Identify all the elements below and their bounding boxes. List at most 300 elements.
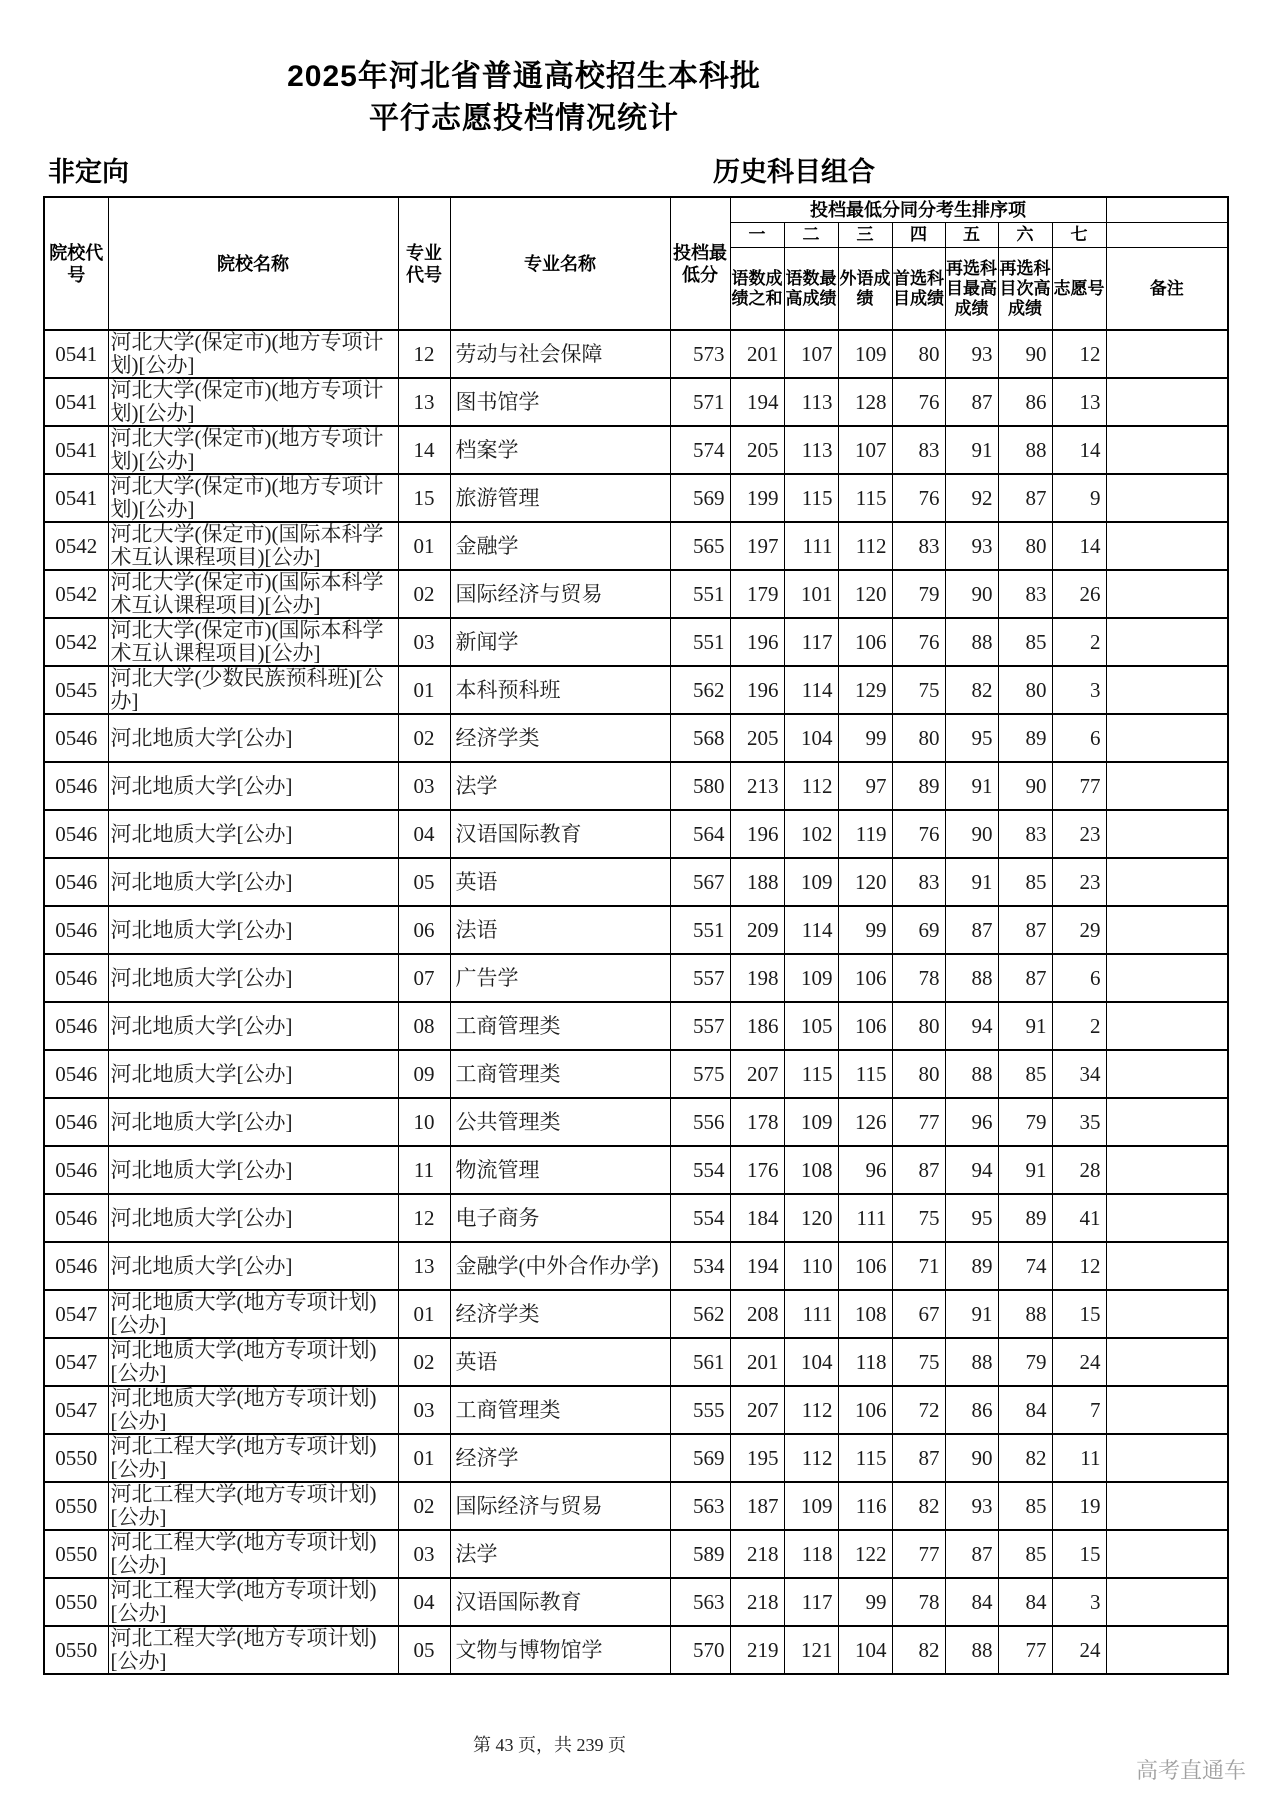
subtitle-subject-combination: 历史科目组合 [713,157,875,187]
min-score-cell: 562 [670,666,730,714]
tiebreak-6-cell: 85 [998,1530,1052,1578]
tiebreak-7-cell: 12 [1052,1242,1106,1290]
major-code-cell: 01 [398,522,450,570]
header-label-chinese-math-max: 语数最高成绩 [784,248,838,331]
major-name-cell: 英语 [450,858,670,906]
college-name-cell: 河北工程大学(地方专项计划)[公办] [108,1482,398,1530]
header-tiebreak-5: 五 [945,223,998,248]
major-code-cell: 10 [398,1098,450,1146]
table-row [44,954,1228,1002]
tiebreak-5-cell: 93 [945,1482,998,1530]
tiebreak-3-cell: 96 [838,1146,892,1194]
college-name-cell: 河北大学(保定市)(国际本科学术互认课程项目)[公办] [108,618,398,666]
tiebreak-5-cell: 90 [945,1434,998,1482]
major-name-cell: 汉语国际教育 [450,810,670,858]
tiebreak-7-cell: 34 [1052,1050,1106,1098]
tiebreak-4-cell: 80 [892,1050,945,1098]
table-row [44,1482,1228,1530]
header-tiebreak-6: 六 [998,223,1052,248]
header-label-reselect-second: 再选科目次高成绩 [998,248,1052,331]
header-tiebreak-1: 一 [730,223,784,248]
college-name-cell: 河北地质大学[公办] [108,810,398,858]
tiebreak-1-cell: 186 [730,1002,784,1050]
tiebreak-3-cell: 99 [838,1578,892,1626]
tiebreak-1-cell: 184 [730,1194,784,1242]
college-name-cell: 河北大学(保定市)(地方专项计划)[公办] [108,426,398,474]
tiebreak-4-cell: 71 [892,1242,945,1290]
table-row [44,1050,1228,1098]
major-code-cell: 12 [398,1194,450,1242]
college-code-cell: 0550 [44,1482,108,1530]
min-score-cell: 551 [670,618,730,666]
tiebreak-1-cell: 188 [730,858,784,906]
remark-cell [1106,1626,1228,1674]
major-code-cell: 03 [398,1386,450,1434]
tiebreak-5-cell: 90 [945,810,998,858]
min-score-cell: 568 [670,714,730,762]
major-code-cell: 02 [398,714,450,762]
tiebreak-5-cell: 94 [945,1002,998,1050]
remark-cell [1106,666,1228,714]
tiebreak-6-cell: 87 [998,906,1052,954]
major-name-cell: 公共管理类 [450,1098,670,1146]
doc-title [0,56,1048,140]
major-code-cell: 02 [398,1338,450,1386]
remark-cell [1106,1530,1228,1578]
college-code-cell: 0550 [44,1434,108,1482]
tiebreak-4-cell: 76 [892,474,945,522]
tiebreak-5-cell: 87 [945,1530,998,1578]
college-name-cell: 河北地质大学[公办] [108,906,398,954]
major-name-cell: 旅游管理 [450,474,670,522]
tiebreak-5-cell: 91 [945,426,998,474]
remark-cell [1106,1050,1228,1098]
tiebreak-1-cell: 176 [730,1146,784,1194]
tiebreak-3-cell: 126 [838,1098,892,1146]
college-code-cell: 0546 [44,1242,108,1290]
doc-title-line1: 2025年河北省普通高校招生本科批 [287,60,761,93]
college-name-cell: 河北地质大学[公办] [108,1050,398,1098]
tiebreak-4-cell: 83 [892,426,945,474]
tiebreak-7-cell: 14 [1052,522,1106,570]
tiebreak-2-cell: 112 [784,762,838,810]
tiebreak-7-cell: 23 [1052,858,1106,906]
tiebreak-1-cell: 197 [730,522,784,570]
tiebreak-6-cell: 85 [998,1050,1052,1098]
table-row [44,1146,1228,1194]
college-name-cell: 河北地质大学[公办] [108,762,398,810]
college-code-cell: 0542 [44,570,108,618]
college-name-cell: 河北地质大学[公办] [108,954,398,1002]
tiebreak-4-cell: 89 [892,762,945,810]
tiebreak-1-cell: 218 [730,1530,784,1578]
min-score-cell: 555 [670,1386,730,1434]
tiebreak-2-cell: 114 [784,666,838,714]
tiebreak-2-cell: 102 [784,810,838,858]
remark-cell [1106,1146,1228,1194]
tiebreak-2-cell: 117 [784,1578,838,1626]
table-row [44,762,1228,810]
tiebreak-3-cell: 106 [838,954,892,1002]
tiebreak-5-cell: 93 [945,330,998,378]
min-score-cell: 571 [670,378,730,426]
major-code-cell: 13 [398,378,450,426]
tiebreak-2-cell: 110 [784,1242,838,1290]
tiebreak-5-cell: 95 [945,1194,998,1242]
header-tiebreak-7: 七 [1052,223,1106,248]
tiebreak-7-cell: 41 [1052,1194,1106,1242]
header-tiebreak-4: 四 [892,223,945,248]
tiebreak-3-cell: 122 [838,1530,892,1578]
tiebreak-6-cell: 85 [998,1482,1052,1530]
tiebreak-7-cell: 2 [1052,618,1106,666]
tiebreak-3-cell: 108 [838,1290,892,1338]
tiebreak-2-cell: 109 [784,1098,838,1146]
table-row [44,426,1228,474]
header-remark: 备注 [1106,248,1228,331]
tiebreak-2-cell: 104 [784,714,838,762]
major-name-cell: 工商管理类 [450,1386,670,1434]
tiebreak-5-cell: 95 [945,714,998,762]
tiebreak-1-cell: 196 [730,666,784,714]
table-row [44,858,1228,906]
min-score-cell: 534 [670,1242,730,1290]
college-name-cell: 河北大学(保定市)(地方专项计划)[公办] [108,474,398,522]
min-score-cell: 565 [670,522,730,570]
tiebreak-2-cell: 120 [784,1194,838,1242]
tiebreak-6-cell: 74 [998,1242,1052,1290]
tiebreak-4-cell: 82 [892,1626,945,1674]
major-code-cell: 05 [398,858,450,906]
tiebreak-7-cell: 29 [1052,906,1106,954]
min-score-cell: 570 [670,1626,730,1674]
college-code-cell: 0545 [44,666,108,714]
remark-cell [1106,474,1228,522]
tiebreak-4-cell: 80 [892,714,945,762]
college-name-cell: 河北工程大学(地方专项计划)[公办] [108,1434,398,1482]
tiebreak-4-cell: 77 [892,1098,945,1146]
subtitle-nondirectional: 非定向 [48,157,129,187]
remark-cell [1106,426,1228,474]
tiebreak-3-cell: 120 [838,570,892,618]
tiebreak-7-cell: 15 [1052,1530,1106,1578]
header-label-first-subject: 首选科目成绩 [892,248,945,331]
table-row [44,330,1228,378]
tiebreak-6-cell: 91 [998,1002,1052,1050]
major-code-cell: 08 [398,1002,450,1050]
tiebreak-3-cell: 107 [838,426,892,474]
college-code-cell: 0546 [44,1146,108,1194]
remark-cell [1106,1386,1228,1434]
tiebreak-6-cell: 90 [998,762,1052,810]
table-row [44,1290,1228,1338]
table-row [44,906,1228,954]
tiebreak-6-cell: 83 [998,570,1052,618]
tiebreak-5-cell: 91 [945,762,998,810]
remark-cell [1106,570,1228,618]
min-score-cell: 567 [670,858,730,906]
major-code-cell: 03 [398,762,450,810]
tiebreak-6-cell: 89 [998,1194,1052,1242]
header-major-code: 专业代号 [398,197,450,330]
major-name-cell: 国际经济与贸易 [450,1482,670,1530]
tiebreak-5-cell: 82 [945,666,998,714]
tiebreak-7-cell: 24 [1052,1626,1106,1674]
tiebreak-3-cell: 106 [838,1386,892,1434]
college-name-cell: 河北工程大学(地方专项计划)[公办] [108,1626,398,1674]
college-code-cell: 0550 [44,1626,108,1674]
min-score-cell: 564 [670,810,730,858]
tiebreak-6-cell: 84 [998,1578,1052,1626]
table-row [44,570,1228,618]
remark-cell [1106,1002,1228,1050]
tiebreak-1-cell: 194 [730,1242,784,1290]
min-score-cell: 580 [670,762,730,810]
major-code-cell: 04 [398,810,450,858]
tiebreak-7-cell: 35 [1052,1098,1106,1146]
major-name-cell: 法学 [450,1530,670,1578]
college-code-cell: 0547 [44,1290,108,1338]
tiebreak-5-cell: 90 [945,570,998,618]
header-label-chinese-math-sum: 语数成绩之和 [730,248,784,331]
college-name-cell: 河北地质大学[公办] [108,714,398,762]
tiebreak-1-cell: 201 [730,330,784,378]
college-name-cell: 河北地质大学[公办] [108,1242,398,1290]
tiebreak-1-cell: 219 [730,1626,784,1674]
min-score-cell: 557 [670,954,730,1002]
tiebreak-4-cell: 67 [892,1290,945,1338]
min-score-cell: 569 [670,1434,730,1482]
tiebreak-2-cell: 117 [784,618,838,666]
remark-cell [1106,330,1228,378]
min-score-cell: 574 [670,426,730,474]
tiebreak-7-cell: 24 [1052,1338,1106,1386]
min-score-cell: 589 [670,1530,730,1578]
table-row [44,714,1228,762]
college-code-cell: 0542 [44,618,108,666]
min-score-cell: 557 [670,1002,730,1050]
tiebreak-3-cell: 99 [838,906,892,954]
header-label-foreign-language: 外语成绩 [838,248,892,331]
tiebreak-1-cell: 195 [730,1434,784,1482]
tiebreak-1-cell: 178 [730,1098,784,1146]
college-code-cell: 0546 [44,1098,108,1146]
college-code-cell: 0546 [44,1050,108,1098]
college-code-cell: 0547 [44,1338,108,1386]
college-name-cell: 河北地质大学(地方专项计划)[公办] [108,1290,398,1338]
tiebreak-7-cell: 3 [1052,666,1106,714]
tiebreak-4-cell: 76 [892,810,945,858]
major-code-cell: 06 [398,906,450,954]
remark-cell [1106,858,1228,906]
college-name-cell: 河北地质大学(地方专项计划)[公办] [108,1386,398,1434]
tiebreak-2-cell: 111 [784,522,838,570]
tiebreak-6-cell: 88 [998,1290,1052,1338]
college-code-cell: 0546 [44,954,108,1002]
major-code-cell: 01 [398,1290,450,1338]
major-code-cell: 12 [398,330,450,378]
major-name-cell: 经济学 [450,1434,670,1482]
tiebreak-6-cell: 87 [998,954,1052,1002]
tiebreak-2-cell: 111 [784,1290,838,1338]
tiebreak-4-cell: 75 [892,1338,945,1386]
remark-cell [1106,378,1228,426]
min-score-cell: 562 [670,1290,730,1338]
header-label-preference-no: 志愿号 [1052,248,1106,331]
tiebreak-3-cell: 111 [838,1194,892,1242]
major-code-cell: 02 [398,570,450,618]
table-row [44,1098,1228,1146]
tiebreak-6-cell: 77 [998,1626,1052,1674]
major-name-cell: 金融学(中外合作办学) [450,1242,670,1290]
major-name-cell: 广告学 [450,954,670,1002]
major-name-cell: 英语 [450,1338,670,1386]
tiebreak-3-cell: 129 [838,666,892,714]
remark-cell [1106,906,1228,954]
remark-cell [1106,618,1228,666]
major-name-cell: 档案学 [450,426,670,474]
min-score-cell: 554 [670,1146,730,1194]
tiebreak-3-cell: 106 [838,1002,892,1050]
tiebreak-2-cell: 101 [784,570,838,618]
table-row [44,1002,1228,1050]
tiebreak-1-cell: 213 [730,762,784,810]
tiebreak-4-cell: 78 [892,1578,945,1626]
tiebreak-5-cell: 88 [945,618,998,666]
header-remark-spacer-2 [1106,223,1228,248]
major-code-cell: 07 [398,954,450,1002]
major-name-cell: 物流管理 [450,1146,670,1194]
tiebreak-5-cell: 88 [945,1050,998,1098]
table-row [44,666,1228,714]
tiebreak-2-cell: 113 [784,426,838,474]
table-row [44,1530,1228,1578]
tiebreak-6-cell: 91 [998,1146,1052,1194]
remark-cell [1106,1482,1228,1530]
tiebreak-5-cell: 96 [945,1098,998,1146]
major-name-cell: 劳动与社会保障 [450,330,670,378]
tiebreak-5-cell: 92 [945,474,998,522]
header-label-reselect-max: 再选科目最高成绩 [945,248,998,331]
remark-cell [1106,810,1228,858]
header-college-name: 院校名称 [108,197,398,330]
remark-cell [1106,954,1228,1002]
tiebreak-1-cell: 196 [730,618,784,666]
tiebreak-5-cell: 84 [945,1578,998,1626]
tiebreak-6-cell: 88 [998,426,1052,474]
college-name-cell: 河北工程大学(地方专项计划)[公办] [108,1578,398,1626]
tiebreak-6-cell: 84 [998,1386,1052,1434]
tiebreak-3-cell: 128 [838,378,892,426]
tiebreak-2-cell: 105 [784,1002,838,1050]
tiebreak-3-cell: 120 [838,858,892,906]
tiebreak-3-cell: 104 [838,1626,892,1674]
tiebreak-1-cell: 207 [730,1386,784,1434]
major-name-cell: 电子商务 [450,1194,670,1242]
tiebreak-2-cell: 107 [784,330,838,378]
tiebreak-4-cell: 76 [892,378,945,426]
header-tiebreak-3: 三 [838,223,892,248]
table-row [44,1242,1228,1290]
min-score-cell: 573 [670,330,730,378]
table-body [44,330,1228,1674]
page-info: 第 43 页，共 239 页 [473,1735,626,1755]
header-row-group [44,197,1228,223]
tiebreak-6-cell: 79 [998,1338,1052,1386]
min-score-cell: 561 [670,1338,730,1386]
major-code-cell: 01 [398,666,450,714]
table-row [44,522,1228,570]
tiebreak-6-cell: 80 [998,666,1052,714]
tiebreak-4-cell: 75 [892,1194,945,1242]
tiebreak-7-cell: 2 [1052,1002,1106,1050]
tiebreak-2-cell: 109 [784,858,838,906]
remark-cell [1106,762,1228,810]
tiebreak-2-cell: 115 [784,1050,838,1098]
college-code-cell: 0546 [44,1002,108,1050]
tiebreak-4-cell: 75 [892,666,945,714]
college-name-cell: 河北大学(少数民族预科班)[公办] [108,666,398,714]
min-score-cell: 563 [670,1578,730,1626]
header-tiebreak-group: 投档最低分同分考生排序项 [730,197,1106,223]
major-name-cell: 经济学类 [450,1290,670,1338]
college-code-cell: 0541 [44,330,108,378]
min-score-cell: 569 [670,474,730,522]
college-code-cell: 0541 [44,378,108,426]
remark-cell [1106,714,1228,762]
tiebreak-7-cell: 26 [1052,570,1106,618]
remark-cell [1106,1338,1228,1386]
major-code-cell: 02 [398,1482,450,1530]
tiebreak-7-cell: 23 [1052,810,1106,858]
major-name-cell: 法语 [450,906,670,954]
tiebreak-6-cell: 89 [998,714,1052,762]
tiebreak-1-cell: 179 [730,570,784,618]
tiebreak-2-cell: 115 [784,474,838,522]
tiebreak-1-cell: 208 [730,1290,784,1338]
college-name-cell: 河北地质大学(地方专项计划)[公办] [108,1338,398,1386]
college-code-cell: 0546 [44,714,108,762]
tiebreak-7-cell: 7 [1052,1386,1106,1434]
tiebreak-6-cell: 90 [998,330,1052,378]
tiebreak-3-cell: 115 [838,1434,892,1482]
tiebreak-5-cell: 87 [945,378,998,426]
tiebreak-7-cell: 3 [1052,1578,1106,1626]
remark-cell [1106,1242,1228,1290]
tiebreak-3-cell: 106 [838,618,892,666]
major-code-cell: 03 [398,1530,450,1578]
tiebreak-6-cell: 85 [998,858,1052,906]
college-code-cell: 0546 [44,858,108,906]
doc-title-line2: 平行志愿投档情况统计 [369,102,679,135]
watermark: 高考直通车 [1136,1758,1247,1783]
tiebreak-3-cell: 118 [838,1338,892,1386]
remark-cell [1106,1578,1228,1626]
tiebreak-4-cell: 76 [892,618,945,666]
tiebreak-2-cell: 109 [784,1482,838,1530]
tiebreak-5-cell: 91 [945,1290,998,1338]
tiebreak-4-cell: 78 [892,954,945,1002]
tiebreak-5-cell: 87 [945,906,998,954]
tiebreak-1-cell: 196 [730,810,784,858]
tiebreak-2-cell: 112 [784,1386,838,1434]
college-code-cell: 0541 [44,474,108,522]
tiebreak-3-cell: 112 [838,522,892,570]
tiebreak-3-cell: 115 [838,1050,892,1098]
major-code-cell: 15 [398,474,450,522]
table-row [44,474,1228,522]
tiebreak-5-cell: 91 [945,858,998,906]
